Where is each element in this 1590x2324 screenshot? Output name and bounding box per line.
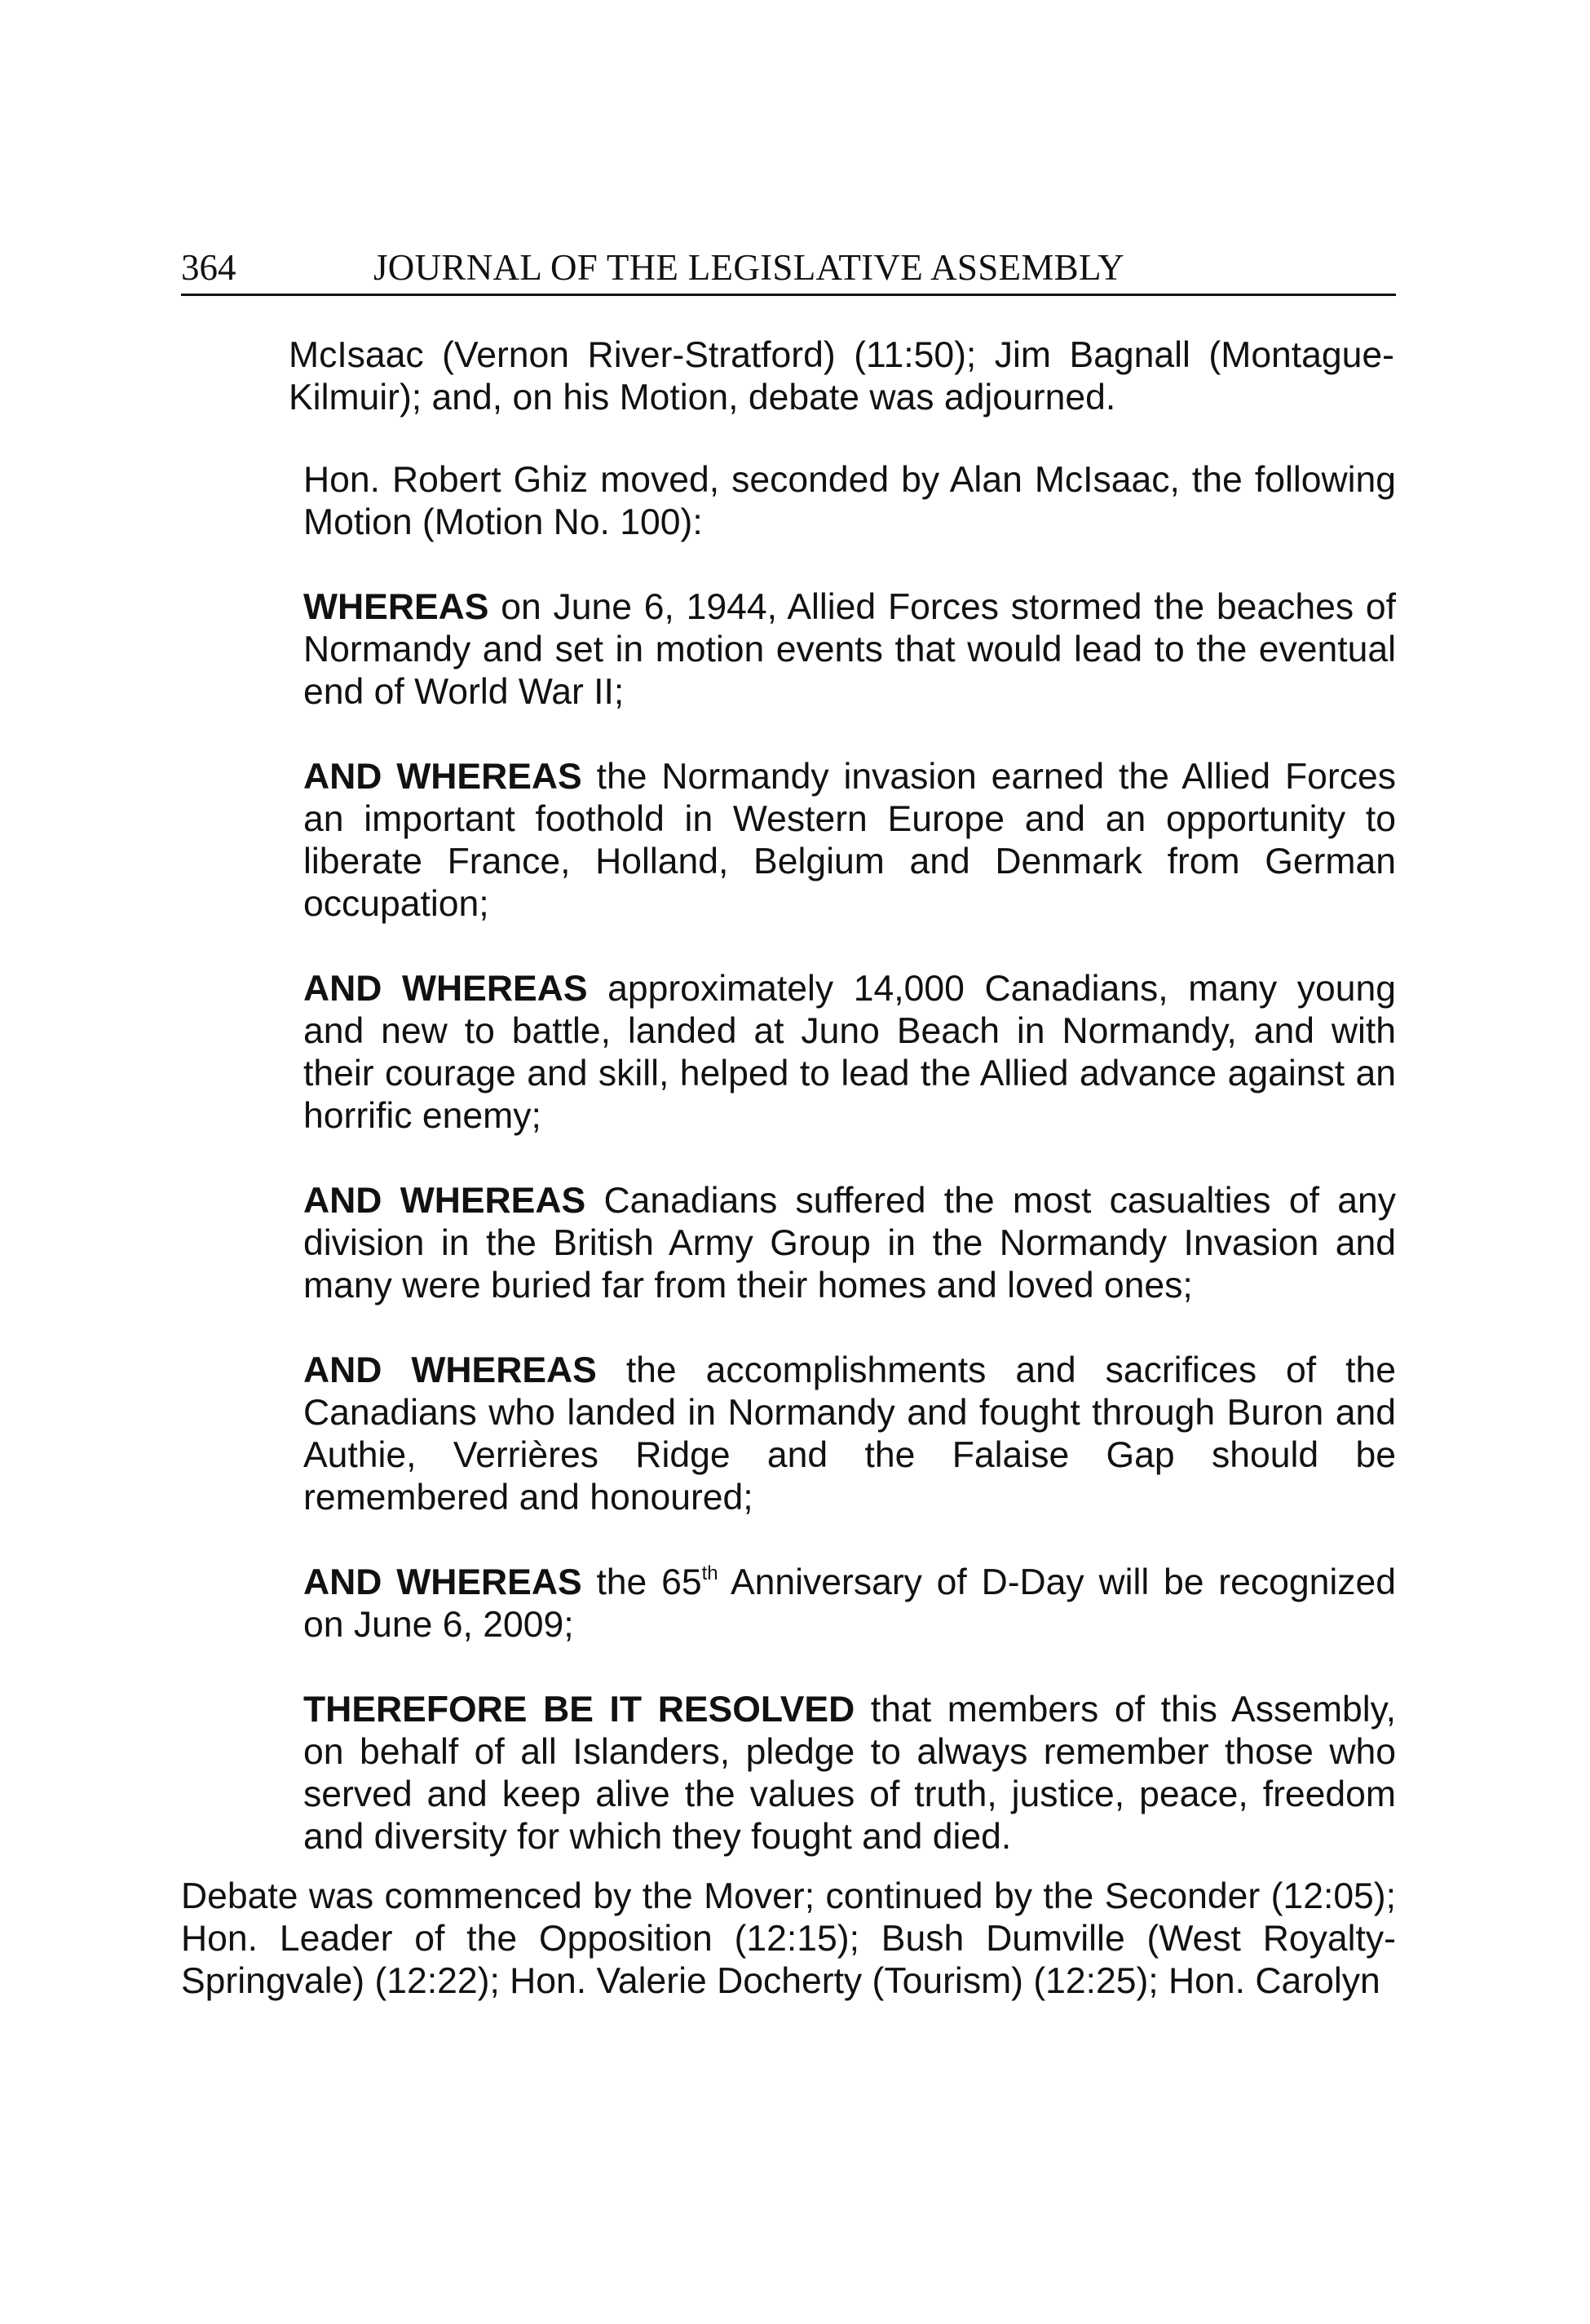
clause-text: the 65 [581, 1562, 702, 1602]
ordinal-suffix: th [701, 1562, 718, 1584]
debate-paragraph: Debate was commenced by the Mover; continued by the Seconder (12:05); Hon. Leader of the Opposition (12:15); Bush Dumville (West Royalty-Springvale) (12:22); Hon. Valerie Docherty (Tourism) (12:25); Hon. Carolyn [181, 1876, 1396, 2001]
running-header [181, 243, 1396, 296]
clause-keyword: THEREFORE BE IT RESOLVED [303, 1690, 855, 1730]
clause-5 [303, 1350, 1396, 1519]
clause-2 [303, 756, 1396, 926]
clause-keyword: AND WHEREAS [303, 1350, 597, 1390]
clause-6 [303, 1562, 1396, 1646]
clause-text: that members of this Assembly, on behalf of all Islanders, pledge to always remember those who served and keep alive the values of truth, justice, peace, freedom and diversity for which they fought and died. [303, 1690, 1396, 1857]
clause-keyword: AND WHEREAS [303, 1181, 586, 1221]
clause-keyword: AND WHEREAS [303, 757, 582, 797]
clause-text: Anniversary of D-Day will be recognized on June 6, 2009; [303, 1562, 1397, 1645]
clause-text: the accomplishments and sacrifices of the Canadians who landed in Normandy and fought through Buron and Authie, Verrières Ridge and the Falaise Gap should be remembered and honoured; [303, 1350, 1396, 1518]
motion-intro: Hon. Robert Ghiz moved, seconded by Alan McIsaac, the following Motion (Motion No. 100): [303, 460, 1396, 542]
running-title: JOURNAL OF THE LEGISLATIVE ASSEMBLY [373, 247, 1125, 288]
clause-keyword: WHEREAS [303, 587, 489, 627]
clause-keyword: AND WHEREAS [303, 1562, 582, 1602]
clause-3 [303, 968, 1396, 1138]
clause-text: on June 6, 1944, Allied Forces stormed the beaches of Normandy and set in motion events that would lead to the eventual end of World War II; [303, 587, 1396, 712]
page-number: 364 [181, 247, 236, 288]
continuation-paragraph: McIsaac (Vernon River-Stratford) (11:50); Jim Bagnall (Montague-Kilmuir); and, on his Motion, debate was adjourned. [289, 335, 1394, 418]
resolution-clause [303, 1689, 1396, 1858]
clause-1 [303, 586, 1396, 714]
clause-text: Canadians suffered the most casualties of any division in the British Army Group in the Normandy Invasion and many were buried far from their homes and loved ones; [303, 1181, 1396, 1306]
clause-text: approximately 14,000 Canadians, many young and new to battle, landed at Juno Beach in Normandy, and with their courage and skill, helped to lead the Allied advance against an horrific enemy; [303, 969, 1396, 1136]
clause-text: the Normandy invasion earned the Allied Forces an important foothold in Western Europe and an opportunity to liberate France, Holland, Belgium and Denmark from German occupation; [303, 757, 1396, 924]
motion-block [303, 459, 1396, 1901]
clause-keyword: AND WHEREAS [303, 969, 588, 1009]
clause-4 [303, 1180, 1396, 1307]
